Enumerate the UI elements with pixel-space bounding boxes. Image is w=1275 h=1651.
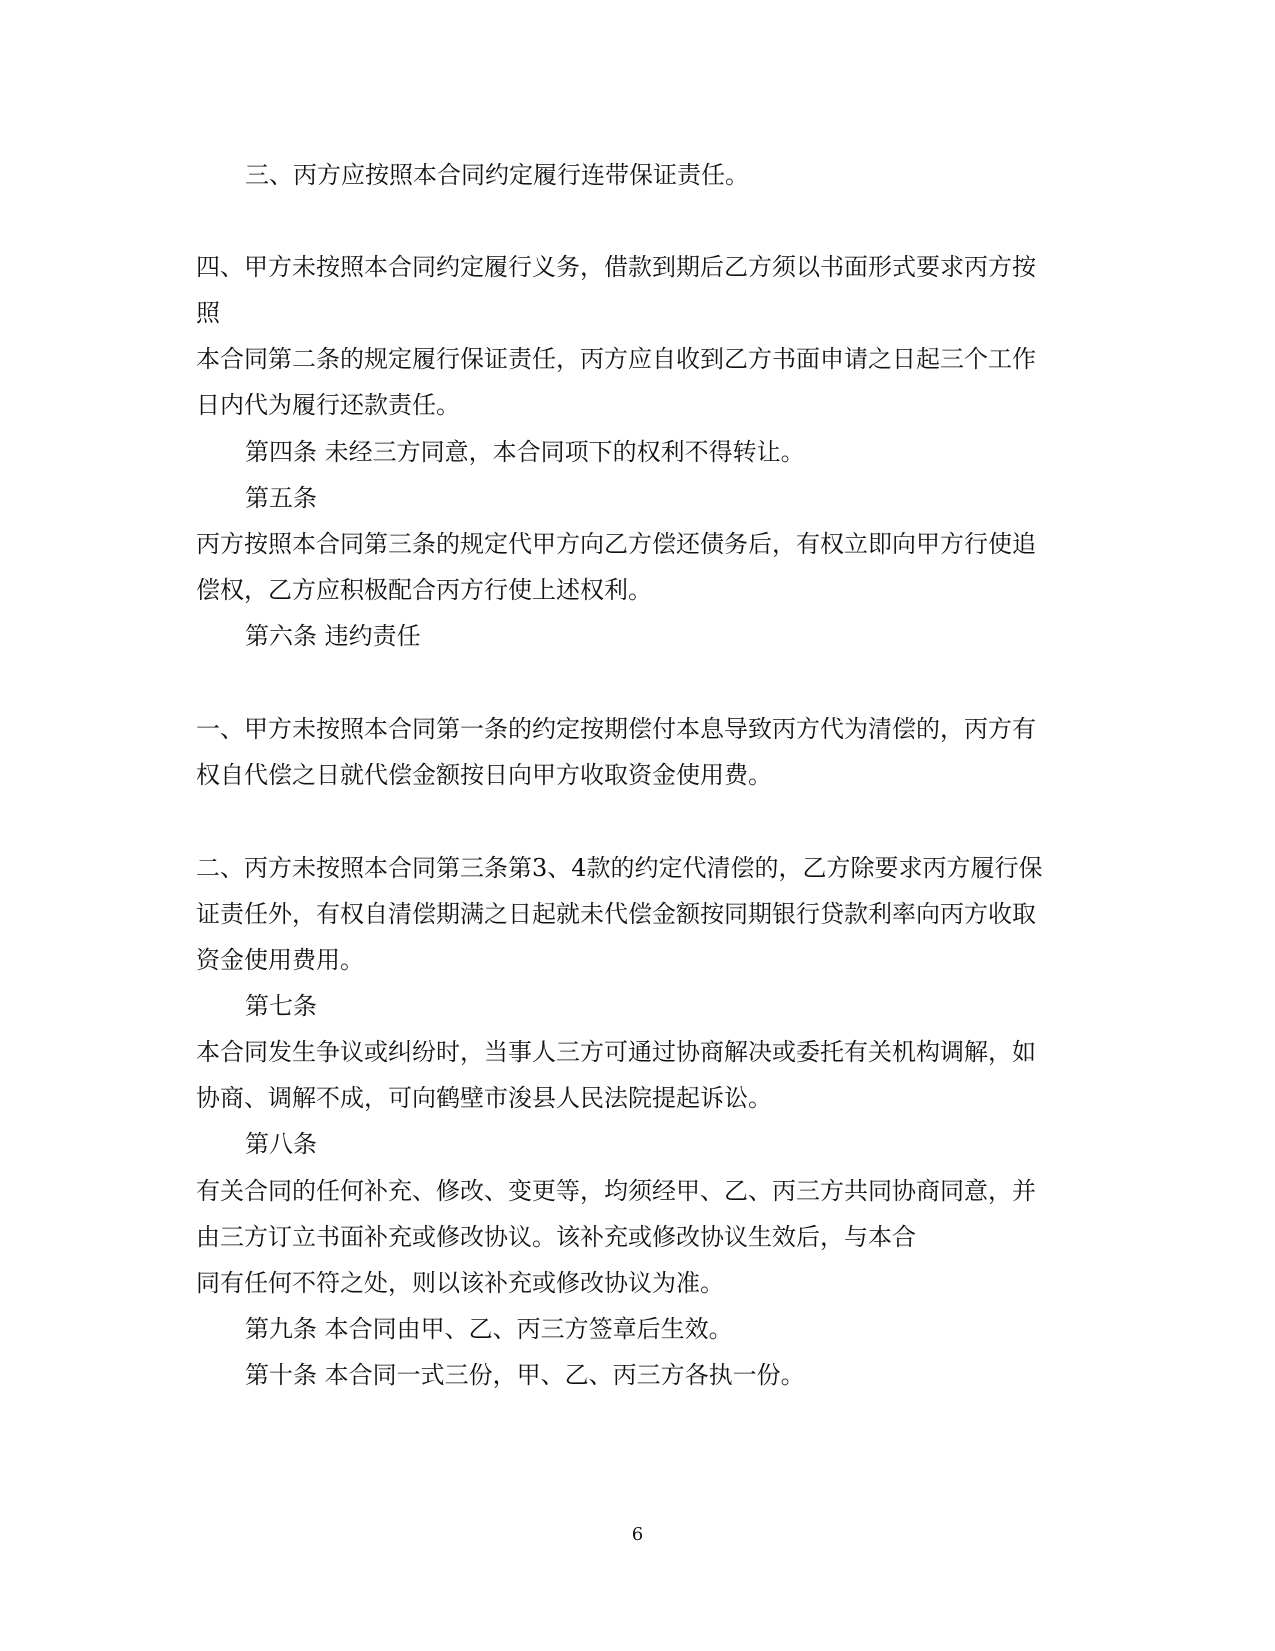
paragraph-line: 丙方按照本合同第三条的规定代甲方向乙方偿还债务后，有权立即向甲方行使追 [196,530,1036,558]
article-heading: 第四条 未经三方同意，本合同项下的权利不得转让。 [245,438,805,466]
paragraph-line: 权自代偿之日就代偿金额按日向甲方收取资金使用费。 [196,761,772,789]
paragraph-line: 资金使用费用。 [196,946,364,974]
paragraph-line: 证责任外，有权自清偿期满之日起就未代偿金额按同期银行贷款利率向丙方收取 [196,900,1036,928]
paragraph-line: 本合同发生争议或纠纷时，当事人三方可通过协商解决或委托有关机构调解，如 [196,1038,1036,1066]
article-heading: 第十条 本合同一式三份，甲、乙、丙三方各执一份。 [245,1361,805,1389]
paragraph-line: 三、丙方应按照本合同约定履行连带保证责任。 [245,161,749,189]
paragraph-line: 偿权，乙方应积极配合丙方行使上述权利。 [196,576,652,604]
page-number: 6 [631,1524,644,1545]
article-heading: 第七条 [245,992,317,1020]
paragraph-line: 本合同第二条的规定履行保证责任，丙方应自收到乙方书面申请之日起三个工作 [196,345,1036,373]
paragraph-line: 照 [196,299,220,327]
paragraph-line: 日内代为履行还款责任。 [196,391,460,419]
paragraph-line: 有关合同的任何补充、修改、变更等，均须经甲、乙、丙三方共同协商同意，并 [196,1177,1036,1205]
paragraph-line: 由三方订立书面补充或修改协议。该补充或修改协议生效后，与本合 [196,1223,916,1251]
paragraph-line: 协商、调解不成，可向鹤壁市浚县人民法院提起诉讼。 [196,1084,772,1112]
article-heading: 第八条 [245,1130,317,1158]
article-heading: 第九条 本合同由甲、乙、丙三方签章后生效。 [245,1315,733,1343]
paragraph-line: 四、甲方未按照本合同约定履行义务，借款到期后乙方须以书面形式要求丙方按 [196,253,1036,281]
paragraph-line: 二、丙方未按照本合同第三条第3、4款的约定代清偿的，乙方除要求丙方履行保 [196,854,1043,882]
article-heading: 第六条 违约责任 [245,622,421,650]
paragraph-line: 一、甲方未按照本合同第一条的约定按期偿付本息导致丙方代为清偿的，丙方有 [196,715,1036,743]
paragraph-line: 同有任何不符之处，则以该补充或修改协议为准。 [196,1269,724,1297]
article-heading: 第五条 [245,484,317,512]
